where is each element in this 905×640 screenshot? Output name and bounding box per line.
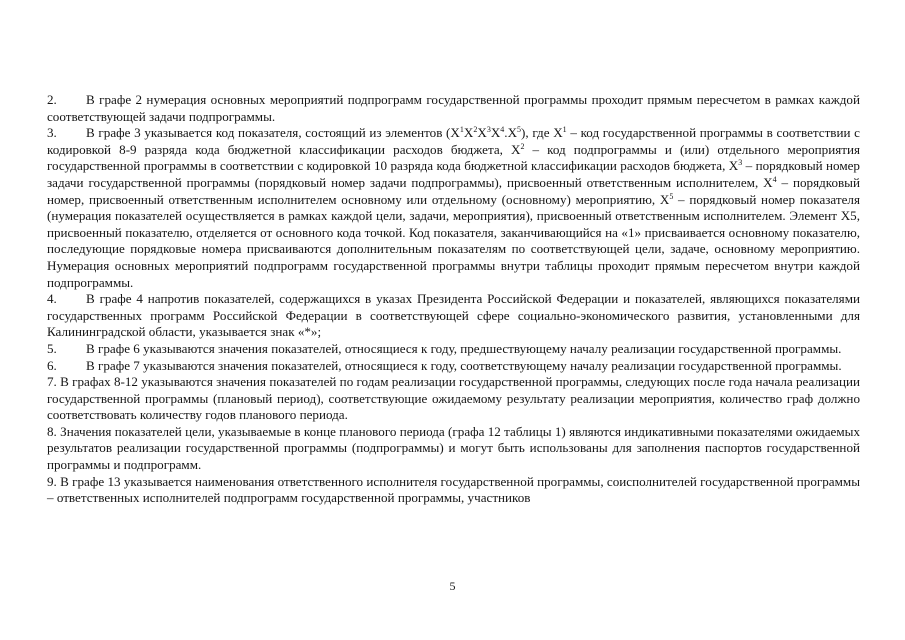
superscript: 2 xyxy=(473,125,478,135)
document-body xyxy=(47,92,860,507)
paragraph-9 xyxy=(47,474,860,507)
paragraph-text-segment: – порядковый номер показателя (нумерация показателей осуществляется в рамках каждой цели, задачи, мероприятия), присвоенный ответственным исполнителем. Элемент X5, присвоенный показателю, отделяется от основного кода точкой. Код показателя, заканчивающийся на «1» присваивается основному показателю, последующие порядковые номера присваиваются дополнительным показателям по соответствующей цели, задаче, основному мероприятию. Нумерация основных мероприятий подпрограмм государственной программы внутри таблицы проходит прямым пересчетом внутри каждой подпрограммы. xyxy=(47,191,860,290)
paragraph-text: В графе 2 нумерация основных мероприятий подпрограмм государственной программы проходит прямым пересчетом в рамках каждой соответствующей задачи подпрограммы. xyxy=(47,92,860,124)
paragraph-4 xyxy=(47,291,860,341)
superscript: 4 xyxy=(772,174,777,184)
paragraph-text: В графе 6 указываются значения показателей, относящиеся к году, предшествующему началу реализации государственной программы. xyxy=(86,340,842,356)
paragraph-text-segment: В графе 3 указывается код показателя, состоящий из элементов (X xyxy=(86,125,460,141)
paragraph-number: 3. xyxy=(47,125,57,141)
paragraph-text-segment: – код государственной программы в соответствии с кодировкой 8-9 разряда кода бюджетной классификации расходов бюджета, X xyxy=(47,125,860,157)
superscript: 3 xyxy=(738,158,743,168)
paragraph-3 xyxy=(47,125,860,291)
superscript: 3 xyxy=(486,125,491,135)
page-number: 5 xyxy=(449,579,456,593)
paragraph-text: 7. В графах 8-12 указываются значения показателей по годам реализации государственной программы, следующих после года начала реализации государственной программы (плановый период), соответствующие ожидаемому результату реализации мероприятия, количество граф должно соответствовать количеству годов планового периода. xyxy=(47,374,860,423)
paragraph-number: 5. xyxy=(47,340,57,356)
paragraph-text-segment: – код подпрограммы и (или) отдельного мероприятия государственной программы в соответствии с кодировкой 10 разряда кода бюджетной классификации расходов бюджета, X xyxy=(47,141,860,174)
superscript: 2 xyxy=(520,141,525,151)
superscript: 1 xyxy=(459,125,464,135)
paragraph-number: 6. xyxy=(47,357,57,373)
superscript: 5 xyxy=(517,125,522,135)
paragraph-text-segment: – порядковый номер задачи государственной программы (порядковый номер задачи подпрограммы), присвоенный ответственным исполнителем, X xyxy=(47,158,860,190)
paragraph-text-segment: X xyxy=(477,125,487,141)
paragraph-text: 9. В графе 13 указывается наименования ответственного исполнителя государственной программы, соисполнителей государственной программы – ответственных исполнителей подпрограмм государственной программы, участников xyxy=(47,473,860,506)
superscript: 1 xyxy=(562,125,567,135)
paragraph-text-segment: X xyxy=(463,125,474,141)
paragraph-5 xyxy=(47,341,860,358)
superscript: 5 xyxy=(669,191,674,201)
paragraph-text-segment: ), где X xyxy=(521,125,563,141)
paragraph-7 xyxy=(47,374,860,424)
superscript: 4 xyxy=(500,125,505,135)
paragraph-number: 4. xyxy=(47,291,57,307)
paragraph-text-segment: – порядковый номер, присвоенный ответственным исполнителем основному или отдельному (основному) мероприятию, X xyxy=(47,174,860,207)
paragraph-8 xyxy=(47,424,860,474)
paragraph-text: В графе 4 напротив показателей, содержащихся в указах Президента Российской Федерации и показателей, являющихся показателями государственных программ Российской Федерации в соответствующей сфере социально-экономического развития, установленными для Калининградской области, указывается знак «*»; xyxy=(47,291,860,340)
paragraph-text-segment: .X xyxy=(504,125,518,141)
paragraph-6 xyxy=(47,358,860,375)
paragraph-2 xyxy=(47,92,860,125)
paragraph-text: В графе 7 указываются значения показателей, относящиеся к году, соответствующему началу реализации государственной программы. xyxy=(86,357,842,373)
paragraph-number: 2. xyxy=(47,92,57,107)
paragraph-text-segment: X xyxy=(490,125,501,141)
paragraph-text: 8. Значения показателей цели, указываемые в конце планового периода (графа 12 таблицы 1) являются индикативными показателями ожидаемых результатов реализации государственной программы (подпрограммы) и могут быть использованы для заполнения паспортов государственной программы и подпрограмм. xyxy=(47,423,860,473)
